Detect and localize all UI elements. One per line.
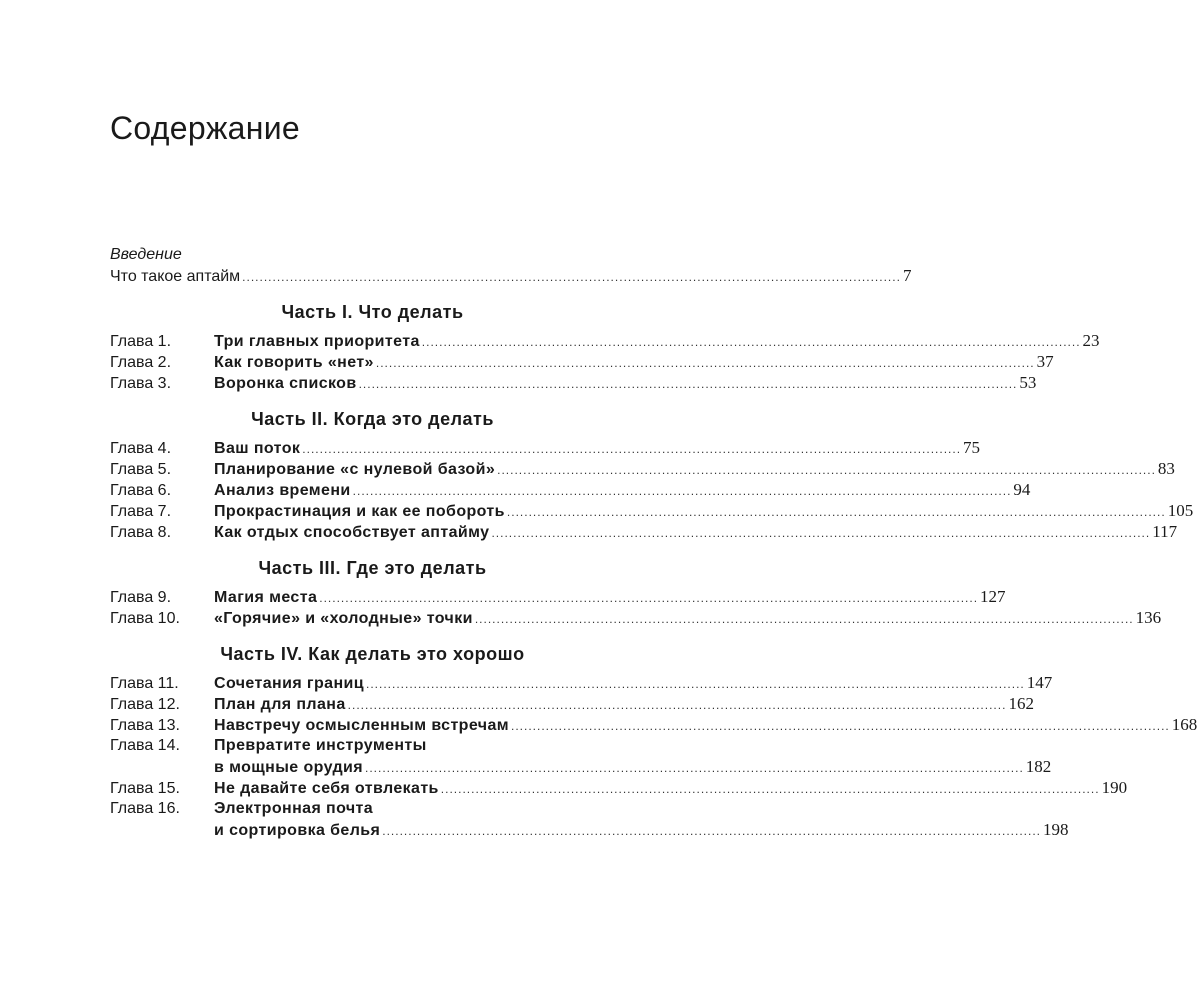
page-number: 105	[1167, 501, 1194, 520]
chapter-number: Глава 3.	[110, 375, 172, 392]
chapter-number: Глава 2.	[110, 354, 172, 371]
chapter-title: Навстречу осмысленным встречам	[214, 717, 509, 734]
chapter-number: Глава 9.	[110, 589, 172, 606]
dot-leader	[422, 332, 1081, 353]
intro-label: Введение	[110, 246, 182, 263]
dot-leader	[319, 588, 978, 609]
dot-leader	[382, 821, 1041, 842]
part-heading-2: Часть II. Когда это делать	[251, 409, 494, 429]
chapter-number: Глава 8.	[110, 524, 172, 541]
chapter-title-line2: в мощные орудия	[214, 759, 364, 776]
page-number: 83	[1157, 459, 1175, 478]
dot-leader	[507, 502, 1166, 523]
page-title: Содержание	[110, 110, 301, 146]
toc-entry-chapter-1[interactable]	[110, 330, 1100, 351]
chapter-title: Воронка списков	[214, 375, 357, 392]
toc-entry-chapter-5[interactable]	[110, 458, 1175, 479]
chapter-number: Глава 1.	[110, 333, 172, 350]
toc-entry-intro[interactable]	[110, 265, 912, 286]
page-number: 37	[1036, 352, 1054, 371]
chapter-number: Глава 5.	[110, 461, 172, 478]
chapter-title: Сочетания границ	[214, 675, 364, 692]
dot-leader	[511, 716, 1170, 737]
toc-entry-chapter-11[interactable]	[110, 672, 1053, 693]
page-number: 7	[902, 266, 912, 285]
page-number: 75	[963, 438, 981, 457]
dot-leader	[242, 267, 901, 288]
page-number: 168	[1171, 715, 1197, 734]
dot-leader	[376, 353, 1035, 374]
toc-entry-chapter-8[interactable]	[110, 521, 1178, 542]
toc-entry-chapter-2[interactable]	[110, 351, 1054, 372]
dot-leader	[359, 374, 1018, 395]
toc-entry-chapter-7[interactable]	[110, 500, 1194, 521]
page-number: 23	[1082, 331, 1100, 350]
chapter-number: Глава 6.	[110, 482, 172, 499]
chapter-title-line1: Электронная почта	[214, 800, 374, 817]
chapter-number: Глава 13.	[110, 717, 180, 734]
chapter-title: «Горячие» и «холодные» точки	[214, 610, 473, 627]
toc-entry-chapter-16-line2[interactable]	[110, 819, 1069, 840]
page-number: 147	[1026, 673, 1053, 692]
chapter-title: Прокрастинация и как ее побороть	[214, 503, 505, 520]
part-heading-1: Часть I. Что делать	[281, 302, 464, 322]
chapter-title: Магия места	[214, 589, 318, 606]
entry-title: Что такое аптайм	[110, 268, 241, 285]
chapter-title: Планирование «с нулевой базой»	[214, 461, 496, 478]
dot-leader	[353, 481, 1012, 502]
chapter-number: Глава 4.	[110, 440, 172, 457]
part-heading-4: Часть IV. Как делать это хорошо	[220, 644, 525, 664]
page-number: 136	[1135, 608, 1162, 627]
toc-entry-chapter-14-line2[interactable]	[110, 756, 1052, 777]
toc-entry-chapter-12[interactable]	[110, 693, 1034, 714]
dot-leader	[441, 779, 1100, 800]
chapter-number: Глава 15.	[110, 780, 180, 797]
chapter-number: Глава 12.	[110, 696, 180, 713]
chapter-title: План для плана	[214, 696, 346, 713]
dot-leader	[365, 758, 1024, 779]
toc-entry-chapter-14-line1[interactable]	[110, 735, 635, 756]
toc-entry-chapter-6[interactable]	[110, 479, 1031, 500]
toc-entry-chapter-9[interactable]	[110, 586, 1006, 607]
part-heading-3: Часть III. Где это делать	[258, 558, 487, 578]
chapter-title: Ваш поток	[214, 440, 301, 457]
toc-entry-chapter-15[interactable]	[110, 777, 1128, 798]
page-number: 127	[980, 587, 1006, 606]
page-number: 198	[1043, 820, 1069, 839]
page-number: 162	[1008, 694, 1034, 713]
chapter-number: Глава 16.	[110, 800, 180, 817]
chapter-number: Глава 7.	[110, 503, 172, 520]
chapter-title: Как отдых способствует аптайму	[214, 524, 490, 541]
toc-entry-chapter-3[interactable]	[110, 372, 1037, 393]
dot-leader	[302, 439, 961, 460]
chapter-title: Три главных приоритета	[214, 333, 420, 350]
chapter-title-line2: и сортировка белья	[214, 822, 381, 839]
page-number: 190	[1101, 778, 1128, 797]
chapter-title: Как говорить «нет»	[214, 354, 374, 371]
table-of-contents	[110, 244, 1197, 840]
dot-leader	[497, 460, 1156, 481]
toc-entry-chapter-4[interactable]	[110, 437, 981, 458]
chapter-number: Глава 14.	[110, 737, 180, 754]
dot-leader	[475, 609, 1134, 630]
chapter-number: Глава 11.	[110, 675, 179, 692]
dot-leader	[366, 674, 1025, 695]
chapter-title-line1: Превратите инструменты	[214, 737, 427, 754]
toc-entry-chapter-13[interactable]	[110, 714, 1197, 735]
page-number: 182	[1025, 757, 1052, 776]
page-number: 53	[1019, 373, 1037, 392]
chapter-number: Глава 10.	[110, 610, 180, 627]
page-number: 117	[1152, 522, 1178, 541]
page-number: 94	[1013, 480, 1031, 499]
dot-leader	[348, 695, 1007, 716]
dot-leader	[491, 523, 1150, 544]
chapter-title: Анализ времени	[214, 482, 351, 499]
toc-entry-chapter-16-line1[interactable]	[110, 798, 635, 819]
toc-entry-chapter-10[interactable]	[110, 607, 1162, 628]
chapter-title: Не давайте себя отвлекать	[214, 780, 439, 797]
